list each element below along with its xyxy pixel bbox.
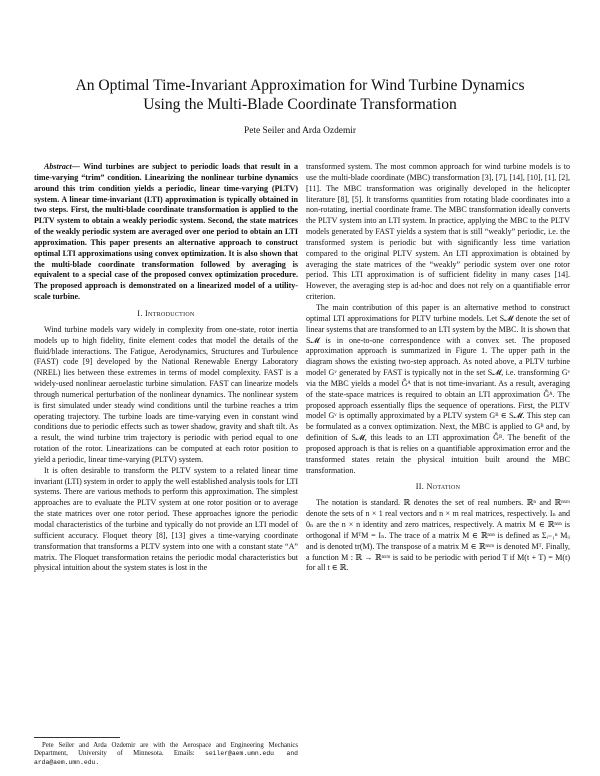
section-2-number: II. xyxy=(415,482,425,492)
section-1-title: Introduction xyxy=(145,308,195,318)
title-line-2: Using the Multi-Blade Coordinate Transformation xyxy=(143,96,457,113)
intro-paragraph-3: transformed system. The most common approach for wind turbine models is to use the multi-blade coordinate (MBC) transformation [3], [7], [14], [10], [1], [2], [11]. The MBC transformation was originally developed in the helicopter literature [8], [5]. It transforms quantities from rotating blade coordinates into a non-rotating, inertial coordinate frame. The MBC transformation ideally converts the PLTV system into an LTI system. In practice, applying the MBC to the PLTV models generated by FAST yields a system that is still “weakly” periodic, i.e. the transformed system is periodic but with significantly less time variation compared to the original PLTV system. An LTI approximation is obtained by averaging the state matrices of the “weakly” periodic system over one rotor period. This LTI approximation is of sufficient fidelity in many cases [14]. However, the averaging step is ad-hoc and does not rely on a quantifiable error criterion. xyxy=(306,162,570,302)
notation-paragraph: The notation is standard. ℝ denotes the set of real numbers. ℝⁿ and ℝⁿˣᵐ denote the sets of n × 1 real vectors and n × m real matrices, respectively. Iₙ and 0ₙ are the n × n identity and zero matrices, respectively. A matrix M ∈ ℝⁿˣⁿ is orthogonal if MᵀM = Iₙ. The trace of a matrix M ∈ ℝⁿˣⁿ is defined as Σᵢ₌₁ⁿ Mᵢᵢ and is denoted tr(M). The transpose of a matrix M ∈ ℝⁿˣᵐ is denoted Mᵀ. Finally, a function M : ℝ → ℝⁿˣᵐ is said to be periodic with period T if M(t + T) = M(t) for all t ∈ ℝ. xyxy=(306,498,570,573)
section-2-heading xyxy=(306,482,570,493)
footnote xyxy=(34,737,298,767)
footnote-text xyxy=(34,742,298,767)
section-1-number: I. xyxy=(137,308,143,318)
abstract-label: Abstract xyxy=(44,162,72,171)
abstract xyxy=(34,162,298,303)
intro-paragraph-1: Wind turbine models vary widely in complexity from one-state, rotor inertia models up to high fidelity, finite element codes that model the details of the fluid/blade interactions. The Fatigue, Aerodynamics, Structures and Turbulence (FAST) code [9] developed by the National Renewable Energy Laboratory (NREL) lies between these extremes in terms of model complexity. FAST is a widely-used nonlinear aeroelastic turbine simulation. FAST can linearize models through numerical perturbation of the nonlinear dynamics. The nonlinear system is first simulated under steady wind conditions until the turbine reaches a trim operating trajectory. The turbine loads are time-varying even in constant wind conditions due to periodic effects such as tower shadow, gravity and shaft tilt. As a result, the wind turbine trim trajectory is periodic with period equal to one rotation of the rotor. Linearizations can be computed at each rotor position to yield a periodic, linear time-varying (PLTV) system. xyxy=(34,324,298,464)
left-column xyxy=(34,162,298,574)
footnote-emails: seiler@aem.umn.edu and arda@aem.umn.edu. xyxy=(34,750,298,766)
paper-title xyxy=(40,76,560,114)
section-1-heading xyxy=(34,309,298,320)
title-line-1: An Optimal Time-Invariant Approximation for Wind Turbine Dynamics xyxy=(75,77,525,94)
intro-paragraph-4: The main contribution of this paper is an alternative method to construct optimal LTI approximations for PLTV turbine models. Let S𝓜 denote the set of linear systems that are transformed to an LTI system by the MBC. It is shown that S𝓜 is in one-to-one correspondence with a convex set. The proposed approximation approach is summarized in Figure 1. The upper path in the diagram shows the existing two-step approach. As noted above, a PLTV turbine model Gᵛ generated by FAST is typically not in the set S𝓜, i.e. transforming Gᵛ via the MBC yields a model Ĝᴬ that is not time-invariant. As a result, averaging of the state-space matrices is required to obtain an LTI approximation Ĝᴬ. The proposed approach essentially flips the sequence of operations. First, the PLTV model Gᵛ is optimally approximated by a PLTV system Gᴮ ∈ S𝓜. This step can be formulated as a convex optimization. Next, the MBC is applied to Gᴮ and, by definition of S𝓜, this leads to an LTI approximation Ĝᴮ. The benefit of the proposed approach is that is relies on a quantifiable approximation error and the transformed states retain the physical intuition built around the MBC transformation. xyxy=(306,302,570,475)
footnote-affiliation: Pete Seiler and Arda Ozdemir are with the Aerospace and Engineering Mechanics Department, University of Minnesota. Emails: xyxy=(34,742,298,758)
section-2-title: Notation xyxy=(426,482,461,492)
intro-paragraph-2: It is often desirable to transform the PLTV system to a related linear time invariant (LTI) system in order to apply the well established analysis tools for LTI systems. There are various methods to perform this approximation. The simplest approaches are to evaluate the PLTV system at one rotor position or to average the state matrices over one rotor period. These approaches ignore the periodic modal characteristics of the turbine and typically do not provide an LTI model of sufficient accuracy. Floquet theory [8], [13] gives a time-varying coordinate transformation that transforms a PLTV system into one with a constant state “A” matrix. The Floquet transformation retains the periodic modal characteristics but physical intuition about the system states is lost in the xyxy=(34,465,298,573)
abstract-text: — Wind turbines are subject to periodic loads that result in a time-varying “trim” condition. Linearizing the nonlinear turbine dynamics around this trim condition yields a periodic, linear time-varying (PLTV) system. A linear time-invariant (LTI) approximation is typically obtained in two steps. First, the multi-blade coordinate transformation is applied to the PLTV system to obtain a weakly periodic system. Second, the state matrices of the weakly periodic system are averaged over one period to obtain an LTI approximation. This paper presents an alternative approach to construct optimal LTI approximations using convex optimization. It is also shown that the multi-blade coordinate transformation followed by averaging is equivalent to a special case of the proposed convex optimization procedure. The proposed approach is demonstrated on a linearized model of a utility-scale turbine. xyxy=(34,162,298,302)
abstract-paragraph xyxy=(34,162,298,303)
authors: Pete Seiler and Arda Ozdemir xyxy=(244,126,356,136)
right-column xyxy=(306,162,570,574)
footnote-rule xyxy=(34,737,120,738)
